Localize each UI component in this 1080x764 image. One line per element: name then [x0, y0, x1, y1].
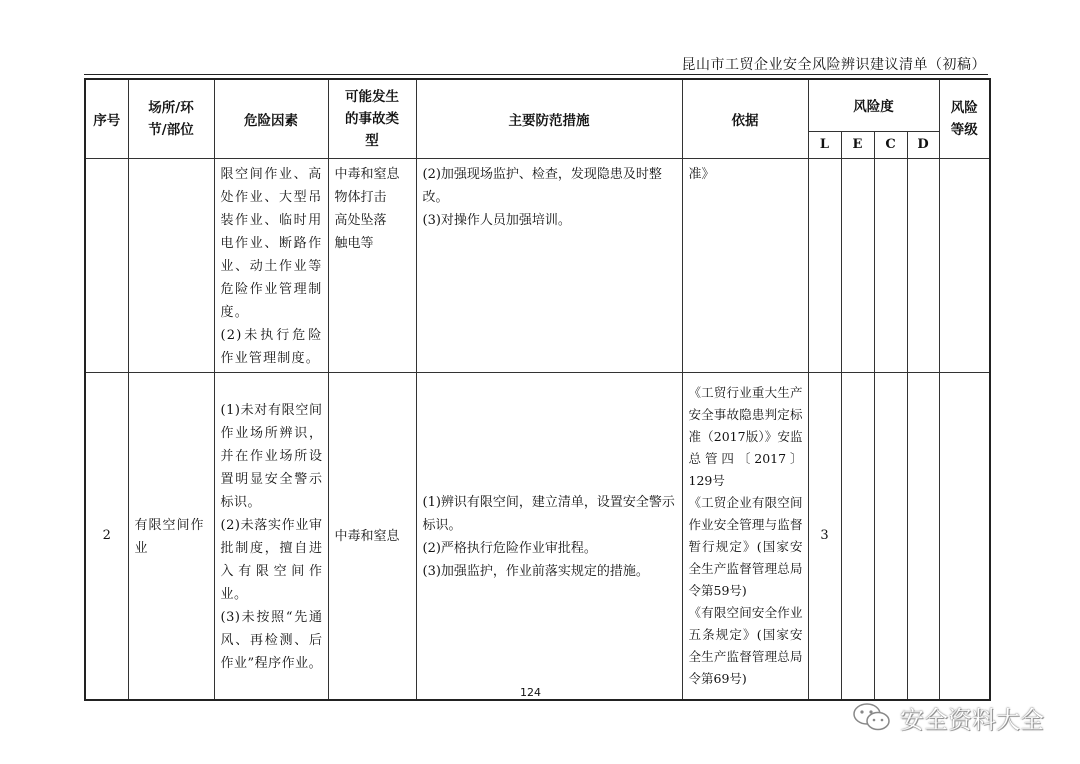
document-title: 昆山市工贸企业安全风险辨识建议清单（初稿） [681, 57, 986, 73]
header-C: C [874, 131, 907, 158]
row-C [874, 372, 907, 700]
header-seq: 序号 [85, 79, 128, 158]
page-number: 124 [520, 686, 541, 699]
row-accident-type: 中毒和窒息 物体打击 高处坠落 触电等 [334, 166, 400, 251]
row-basis: 《工贸行业重大生产安全事故隐患判定标准（2017版）》安监总管四〔2017〕129号 《工贸企业有限空间作业安全管理与监督暂行规定》(国家安全生产监督管理总局令第59号) 《有限空间安全作业五条规定》(国家安全生产监督管理总局令第69号) [688, 384, 803, 686]
header-D: D [907, 131, 939, 158]
table-row [85, 372, 990, 700]
row-measures: (2)加强现场监护、检查，发现隐患及时整改。 (3)对操作人员加强培训。 [422, 166, 662, 228]
row-accident-type: 中毒和窒息 [334, 529, 400, 545]
row-E [841, 372, 874, 700]
row-E [841, 158, 874, 372]
row-hazard: (1)未对有限空间作业场所辨识，并在作业场所设置明显安全警示标识。 (2)未落实作业审批制度，擅自进入有限空间作业。 (3)未按照“先通风、再检测、后作业”程序作业。 [220, 402, 323, 671]
watermark [852, 700, 1044, 735]
table-row [85, 158, 990, 372]
row-seq [85, 158, 128, 372]
title-rule [84, 74, 988, 75]
header-accident-type: 可能发生的事故类型 [328, 79, 416, 158]
header-risk-level: 风险等级 [939, 79, 990, 158]
row-D [907, 372, 939, 700]
row-C [874, 158, 907, 372]
header-hazard: 危险因素 [214, 79, 328, 158]
row-location [128, 158, 214, 372]
wechat-icon [852, 702, 892, 734]
watermark-text: 安全资料大全 [900, 706, 1044, 734]
row-measures: (1)辨识有限空间，建立清单，设置安全警示标识。 (2)严格执行危险作业审批程。 (3)加强监护，作业前落实规定的措施。 [422, 494, 675, 579]
header-L: L [808, 131, 841, 158]
header-location: 场所/环节/部位 [128, 79, 214, 158]
header-E: E [841, 131, 874, 158]
header-basis: 依据 [682, 79, 808, 158]
row-D [907, 158, 939, 372]
risk-table [84, 78, 991, 701]
row-seq: 2 [85, 372, 128, 700]
row-hazard: 限空间作业、高处作业、大型吊装作业、临时用电作业、断路作业、动土作业等危险作业管理制度。 (2)未执行危险作业管理制度。 [220, 166, 323, 366]
row-location: 有限空间作业 [134, 517, 205, 556]
row-basis: 准》 [688, 166, 715, 182]
header-risk: 风险度 [808, 79, 939, 131]
row-L [808, 158, 841, 372]
header-measures: 主要防范措施 [416, 79, 682, 158]
row-level [939, 372, 990, 700]
row-L: 3 [808, 372, 841, 700]
row-level [939, 158, 990, 372]
